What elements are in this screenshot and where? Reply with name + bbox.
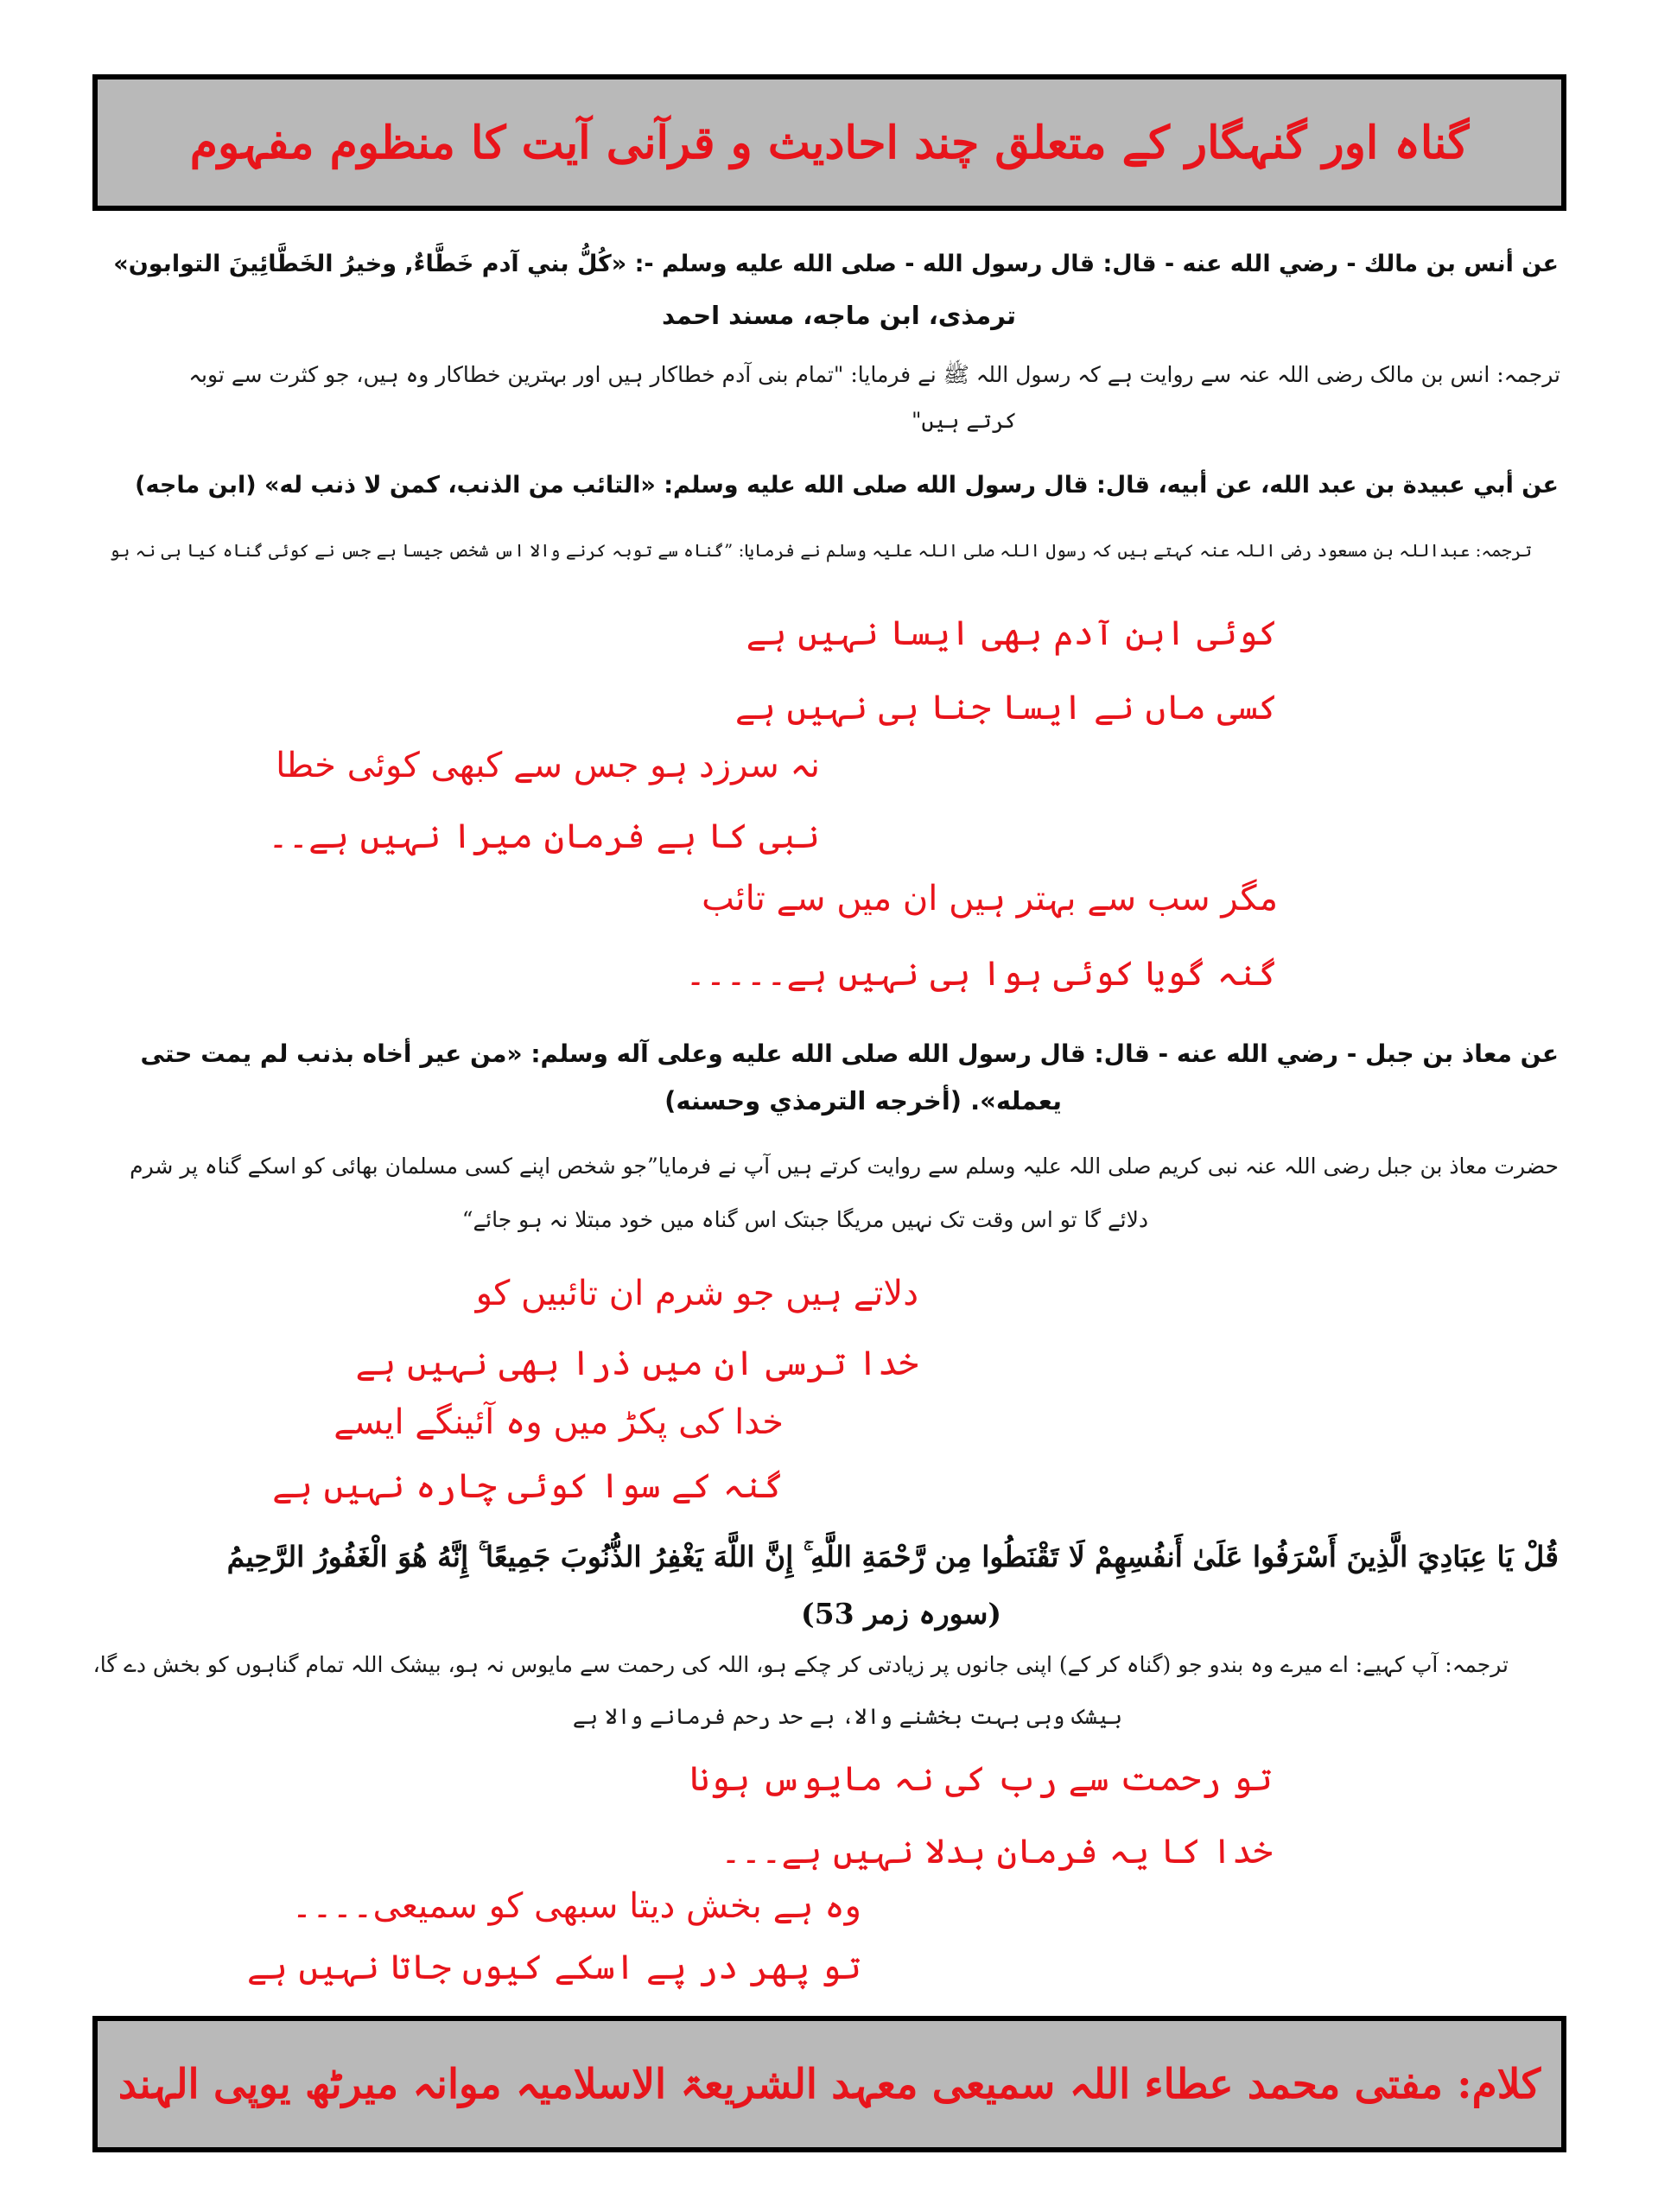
poem2-line2: خدا ترسی ان میں ذرا بھی نہیں ہے xyxy=(355,1344,918,1383)
poem3-line3: وہ ہے بخش دیتا سبھی کو سمیعی۔۔۔۔ xyxy=(291,1886,861,1926)
hadith2-arabic: عن أبي عبيدة بن عبد الله، عن أبيه، قال: قال رسول الله صلى الله عليه وسلم: «التائب من الذنب، كمن لا ذنب له» (ابن ماجه) xyxy=(135,472,1559,499)
credit-text: کلام: مفتی محمد عطاء اللہ سمیعی معہد الشریعۃ الاسلامیہ موانہ میرٹھ یوپی الہند xyxy=(118,2060,1541,2108)
poem3-line2: خدا کا یہ فرمان بدلا نہیں ہے۔۔۔ xyxy=(721,1832,1273,1872)
poem2-line4: گنہ کے سوا کوئی چارہ نہیں ہے xyxy=(272,1466,784,1506)
poem1-line5: مگر سب سے بہتر ہیں ان میں سے تائب xyxy=(702,879,1278,918)
hadith3-arabic-line2: يعمله». (أخرجه الترمذي وحسنه) xyxy=(664,1086,1062,1116)
quran-translation-line1: ترجمہ: آپ کہیے: اے میرے وہ بندو جو (گناہ کر کے) اپنی جانوں پر زیادتی کر چکے ہو، اللہ کی رحمت سے مایوس نہ ہو، بیشک اللہ تمام گناہوں کو بخش دے گا، xyxy=(92,1652,1509,1677)
poem2-line3: خدا کی پکڑ میں وہ آئینگے ایسے xyxy=(334,1402,784,1442)
poem1-line2: کسی ماں نے ایسا جنا ہی نہیں ہے xyxy=(734,688,1278,728)
credit-banner xyxy=(92,2016,1566,2152)
quran-verse: قُلْ يَا عِبَادِيَ الَّذِينَ أَسْرَفُوا عَلَىٰ أَنفُسِهِمْ لَا تَقْنَطُوا مِن رَّحْمَةِ اللَّهِ ۚ إِنَّ اللَّهَ يَغْفِرُ الذُّنُوبَ جَمِيعًا ۚ إِنَّهُ هُوَ الْغَفُورُ الرَّحِيمُ xyxy=(226,1540,1559,1573)
hadith3-translation-line2: دلائے گا تو اس وقت تک نہیں مریگا جبتک اس گناہ میں خود مبتلا نہ ہو جائے“ xyxy=(461,1207,1148,1232)
quran-translation-line2: بیشک وہی بہت بخشنے والا، بے حد رحم فرمانے والا ہے xyxy=(572,1704,1122,1729)
poem1-line6: گنہ گویا کوئی ہوا ہی نہیں ہے۔۔۔۔۔ xyxy=(685,954,1278,994)
poem2-line1: دلاتے ہیں جو شرم ان تائبیں کو xyxy=(475,1274,918,1313)
title-banner xyxy=(92,74,1566,211)
hadith1-source: ترمذی، ابن ماجه، مسند احمد xyxy=(662,301,1016,330)
hadith1-translation-line2: کرتے ہیں" xyxy=(912,408,1017,433)
hadith2-translation: ترجمہ: عبداللہ بن مسعود رضی اللہ عنہ کہتے ہیں کہ رسول اللہ صلی اللہ علیہ وسلم نے فرمایا: ”گناہ سے توبہ کرنے والا اس شخص جیسا ہے جس نے کوئی گناہ کیا ہی نہ ہو xyxy=(109,540,1532,561)
poem3-line1: تو رحمت سے رب کی نہ مایوس ہونا xyxy=(689,1759,1273,1799)
poem1-line3: نہ سرزد ہو جس سے کبھی کوئی خطا xyxy=(276,746,820,785)
page-title: گناہ اور گنہگار کے متعلق چند احادیث و قرآنی آیت کا منظوم مفہوم xyxy=(189,116,1470,169)
hadith1-translation-line1: ترجمہ: انس بن مالک رضی اللہ عنہ سے روایت ہے کہ رسول اللہ ﷺ نے فرمایا: "تمام بنی آدم خطاکار ہیں اور بہترین خطاکار وہ ہیں، جو کثرت سے توبہ xyxy=(188,362,1560,387)
quran-reference: (سورہ زمر 53) xyxy=(801,1597,1001,1630)
poem1-line4: نبی کا ہے فرمان میرا نہیں ہے۔۔ xyxy=(268,817,820,856)
hadith3-arabic-line1: عن معاذ بن جبل - رضي الله عنه - قال: قال رسول الله صلى الله عليه وعلى آله وسلم: «من عير أخاه بذنب لم يمت حتى xyxy=(140,1039,1559,1068)
poem3-line4: تو پھر در پے اسکے کیوں جاتا نہیں ہے xyxy=(246,1948,861,1987)
hadith1-arabic-line1: عن أنس بن مالك - رضي الله عنه - قال: قال رسول الله - صلى الله عليه وسلم -: «كُلُّ بني آدم خَطَّاءٌ, وخيرُ الخَطَّائِينَ التوابون» xyxy=(113,251,1559,277)
poem1-line1: کوئی ابن آدم بھی ایسا نہیں ہے xyxy=(746,613,1278,653)
hadith3-translation-line1: حضرت معاذ بن جبل رضی اللہ عنہ نبی کریم صلی اللہ علیہ وسلم سے روایت کرتے ہیں آپ نے فرمایا”جو شخص اپنے کسی مسلمان بھائی کو اسکے گناہ پر شرم xyxy=(130,1154,1559,1179)
